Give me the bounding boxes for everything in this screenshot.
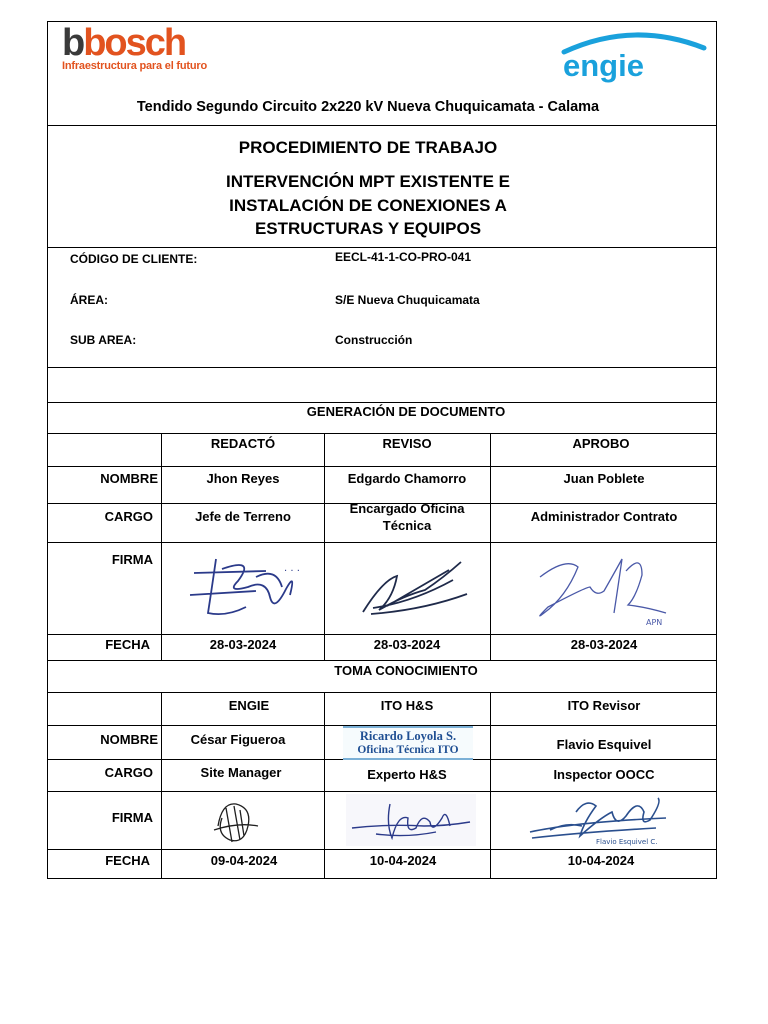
row-label-fecha: FECHA xyxy=(105,853,150,868)
subarea-label: SUB AREA: xyxy=(70,333,137,347)
cargo-aprobo: Administrador Contrato xyxy=(530,509,678,524)
rule xyxy=(48,367,716,368)
nombre-redacto: Jhon Reyes xyxy=(206,471,280,486)
bbosch-wordmark: bbosch xyxy=(62,22,186,64)
rule xyxy=(48,402,716,403)
project-title: Tendido Segundo Circuito 2x220 kV Nueva Chuquicamata - Calama xyxy=(136,99,600,115)
signature-juan-poblete xyxy=(526,547,676,629)
client-code-value: EECL-41-1-CO-PRO-041 xyxy=(335,250,472,264)
nombre-reviso: Edgardo Chamorro xyxy=(347,471,467,486)
area-label: ÁREA: xyxy=(70,293,108,307)
rule xyxy=(48,247,716,248)
fecha-engie: 09-04-2024 xyxy=(210,853,278,868)
col-header-ito-hs: ITO H&S xyxy=(380,698,434,713)
col-divider xyxy=(324,692,325,879)
fecha-ito-revisor: 10-04-2024 xyxy=(567,853,635,868)
row-label-fecha: FECHA xyxy=(105,637,150,652)
fecha-redacto: 28-03-2024 xyxy=(209,637,277,652)
rule xyxy=(48,692,716,693)
procedure-title-line: INSTALACIÓN DE CONEXIONES A xyxy=(229,196,507,215)
col-header-redacto: REDACTÓ xyxy=(210,436,276,451)
cargo-ito-hs: Experto H&S xyxy=(367,767,447,782)
cargo-engie: Site Manager xyxy=(200,765,282,780)
cargo-reviso-line1: Encargado Oficina xyxy=(349,501,465,516)
cargo-ito-revisor: Inspector OOCC xyxy=(553,767,655,782)
col-divider xyxy=(161,692,162,879)
col-header-aprobo: APROBO xyxy=(572,436,630,451)
fecha-aprobo: 28-03-2024 xyxy=(570,637,638,652)
row-label-cargo: CARGO xyxy=(104,765,153,780)
procedure-title-line: INTERVENCIÓN MPT EXISTENTE E xyxy=(225,172,511,191)
bbosch-tagline: Infraestructura para el futuro xyxy=(62,60,207,72)
bbosch-logo xyxy=(62,24,207,72)
rule xyxy=(48,634,716,635)
rule xyxy=(48,466,716,467)
cargo-reviso-line2: Técnica xyxy=(382,518,432,533)
col-divider xyxy=(490,692,491,879)
row-label-nombre: NOMBRE xyxy=(100,732,158,747)
svg-text:APN: APN xyxy=(646,618,663,627)
signature-cesar-figueroa xyxy=(208,796,264,848)
cargo-redacto: Jefe de Terreno xyxy=(195,509,291,524)
subarea-value: Construcción xyxy=(335,333,413,347)
knowledge-title: TOMA CONOCIMIENTO xyxy=(334,663,478,678)
engie-wordmark: engie xyxy=(563,48,644,83)
rule xyxy=(48,849,716,850)
stamp-office: Oficina Técnica ITO xyxy=(357,744,459,756)
procedure-heading: PROCEDIMIENTO DE TRABAJO xyxy=(238,138,498,157)
row-label-firma: FIRMA xyxy=(111,810,153,825)
rule xyxy=(48,433,716,434)
row-label-firma: FIRMA xyxy=(111,552,153,567)
fecha-reviso: 28-03-2024 xyxy=(373,637,441,652)
fecha-ito-hs: 10-04-2024 xyxy=(369,853,437,868)
client-code-label: CÓDIGO DE CLIENTE: xyxy=(70,252,198,266)
col-header-reviso: REVISO xyxy=(382,436,432,451)
col-divider xyxy=(490,433,491,660)
svg-text:. . .: . . . xyxy=(284,563,300,574)
rule xyxy=(48,542,716,543)
signature-jhon-reyes xyxy=(186,547,306,627)
rule xyxy=(48,660,716,661)
col-divider xyxy=(324,433,325,660)
engie-logo xyxy=(558,26,708,82)
area-value: S/E Nueva Chuquicamata xyxy=(335,293,480,307)
nombre-engie: César Figueroa xyxy=(190,732,286,747)
generation-title: GENERACIÓN DE DOCUMENTO xyxy=(306,404,506,419)
col-header-ito-revisor: ITO Revisor xyxy=(567,698,641,713)
rule xyxy=(48,125,716,126)
procedure-title-line: ESTRUCTURAS Y EQUIPOS xyxy=(254,219,482,238)
stamp-name: Ricardo Loyola S. xyxy=(359,729,457,743)
nombre-ito-revisor: Flavio Esquivel xyxy=(556,737,652,752)
row-label-nombre: NOMBRE xyxy=(100,471,158,486)
signature-flavio-esquivel xyxy=(526,792,676,848)
signature-ricardo-loyola xyxy=(346,794,476,846)
col-divider xyxy=(161,433,162,660)
col-header-engie: ENGIE xyxy=(228,698,270,713)
row-label-cargo: CARGO xyxy=(104,509,153,524)
signature-edgardo-chamorro xyxy=(353,550,473,620)
svg-text:Flavio Esquivel C.: Flavio Esquivel C. xyxy=(596,838,658,846)
nombre-aprobo: Juan Poblete xyxy=(563,471,645,486)
ito-hs-name-stamp xyxy=(343,726,473,760)
